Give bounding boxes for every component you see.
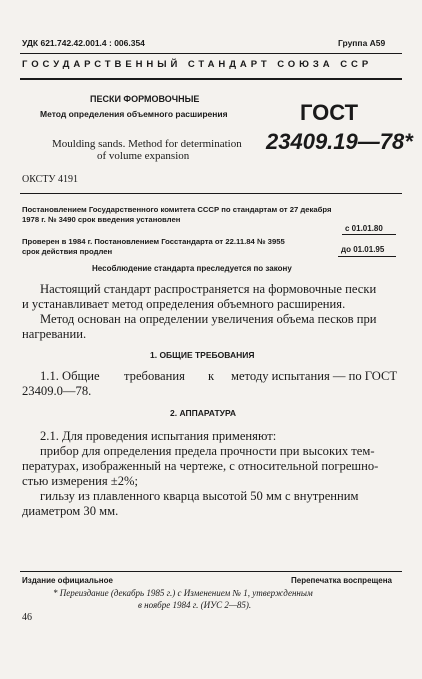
intro-line-3: Метод основан на определении увеличения объема песков при bbox=[40, 312, 377, 326]
date-introduced-underline bbox=[342, 234, 396, 235]
resolution-line-1: Постановлением Государственного комитета СССР по стандартам от 27 декабря bbox=[22, 205, 332, 214]
title-en-line-2: of volume expansion bbox=[97, 150, 190, 162]
date-introduced: с 01.01.80 bbox=[345, 224, 383, 233]
section-2-heading: 2. АППАРАТУРА bbox=[170, 408, 237, 418]
title-en-line-1: Moulding sands. Method for determination bbox=[52, 138, 242, 150]
group-code: Группа А59 bbox=[338, 38, 386, 48]
state-standard-heading: ГОСУДАРСТВЕННЫЙ СТАНДАРТ СОЮЗА ССР bbox=[22, 59, 373, 70]
gost-label: ГОСТ bbox=[300, 100, 359, 125]
section-2-line-6: диаметром 30 мм. bbox=[22, 504, 119, 518]
okstu-rule bbox=[20, 193, 402, 194]
section-2-line-5: гильзу из плавленного кварца высотой 50 мм с внутренним bbox=[40, 489, 359, 503]
resolution-line-2: 1978 г. № 3490 срок введения установлен bbox=[22, 215, 181, 224]
section-2-line-1: 2.1. Для проведения испытания применяют: bbox=[40, 429, 277, 443]
date-extended-underline bbox=[338, 256, 396, 257]
top-rule bbox=[20, 53, 402, 54]
date-extended: до 01.01.95 bbox=[341, 245, 385, 254]
title-ru-sub: Метод определения объемного расширения bbox=[40, 109, 228, 119]
section-2-line-4: стью измерения ±2%; bbox=[22, 474, 138, 488]
okstu-code: ОКСТУ 4191 bbox=[22, 174, 79, 185]
gost-number: 23409.19—78* bbox=[266, 129, 413, 154]
reissue-note-line-1: * Переиздание (декабрь 1985 г.) с Изменением № 1, утвержденным bbox=[53, 588, 313, 598]
intro-line-2: и устанавливает метод определения объемного расширения. bbox=[22, 297, 346, 311]
section-2-line-3: пературах, изображенный на чертеже, с относительной погрешно- bbox=[22, 459, 379, 473]
reissue-note-line-2: в ноябре 1984 г. (ИУС 2—85). bbox=[138, 600, 252, 610]
legal-warning: Несоблюдение стандарта преследуется по закону bbox=[92, 264, 292, 273]
footer-rule bbox=[20, 571, 402, 572]
checked-line-1: Проверен в 1984 г. Постановлением Госстандарта от 22.11.84 № 3955 bbox=[22, 237, 285, 246]
section-1-line-1d: методу испытания — по ГОСТ bbox=[231, 369, 398, 383]
official-edition-label: Издание официальное bbox=[22, 576, 113, 585]
section-1-line-1c: к bbox=[208, 369, 215, 383]
header-rule bbox=[20, 78, 402, 80]
section-2-line-2: прибор для определения предела прочности при высоких тем- bbox=[40, 444, 375, 458]
checked-line-2: срок действия продлен bbox=[22, 247, 113, 256]
section-1-line-1b: требования bbox=[124, 369, 185, 383]
intro-line-4: нагревании. bbox=[22, 327, 87, 341]
reprint-prohibited-label: Перепечатка воспрещена bbox=[291, 576, 392, 585]
section-1-heading: 1. ОБЩИЕ ТРЕБОВАНИЯ bbox=[150, 350, 255, 360]
section-1-line-1a: 1.1. Общие bbox=[40, 369, 100, 383]
udk-code: УДК 621.742.42.001.4 : 006.354 bbox=[22, 38, 145, 48]
title-ru-main: ПЕСКИ ФОРМОВОЧНЫЕ bbox=[90, 94, 200, 104]
page-number: 46 bbox=[22, 612, 32, 623]
intro-line-1: Настоящий стандарт распространяется на формовочные пески bbox=[40, 282, 377, 296]
section-1-line-2: 23409.0—78. bbox=[22, 384, 92, 398]
